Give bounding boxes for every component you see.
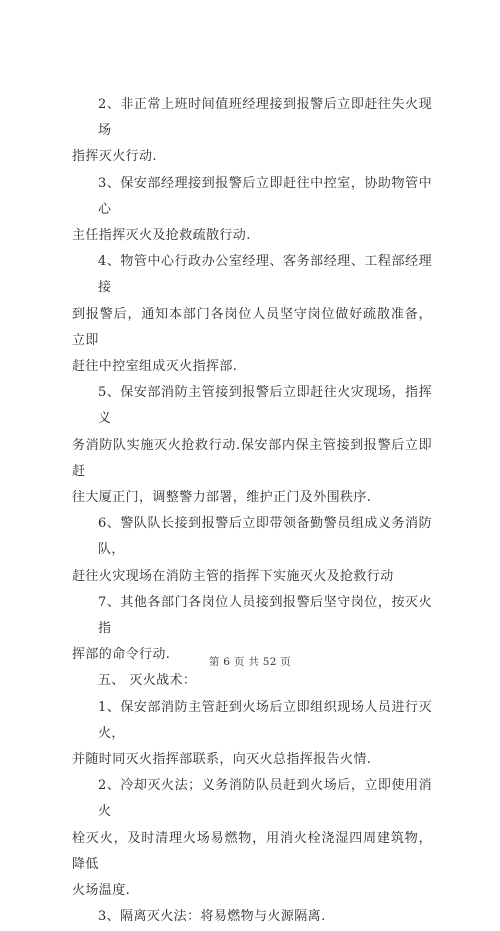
text-line: 主任指挥灭火及抢救疏散行动. <box>72 228 251 244</box>
text-line: 五、 灭火战术： <box>98 673 197 689</box>
paragraph <box>72 380 432 511</box>
page-footer: 第 6 页 共 52 页 <box>208 656 292 668</box>
text-line: 7、其他各部门各岗位人员接到报警后坚守岗位，按灭火指 <box>98 594 432 637</box>
text-line: 3、保安部经理接到报警后立即赶往中控室，协助物管中心 <box>98 175 432 217</box>
paragraph <box>72 511 432 590</box>
text-line: 火场温度. <box>72 883 131 899</box>
text-line: 2、非正常上班时间值班经理接到报警后立即赶往失火现场 <box>98 97 432 139</box>
text-line: 挥部的命令行动. <box>72 647 171 663</box>
text-line: 赶往火灾现场在消防主管的指挥下实施灭火及抢救行动 <box>72 568 394 584</box>
text-line: 3、隔离灭火法：将易燃物与火源隔离. <box>98 909 326 925</box>
text-line: 往大厦正门，调整警力部署，维护正门及外围秩序. <box>72 490 372 506</box>
paragraph <box>72 92 432 171</box>
text-line: 到报警后，通知本部门各岗位人员坚守岗位做好疏散准备，立即 <box>72 306 432 348</box>
paragraph <box>72 249 432 380</box>
text-line: 1、保安部消防主管赶到火场后立即组织现场人员进行灭火， <box>98 699 432 741</box>
paragraph <box>72 668 432 694</box>
text-line: 栓灭火，及时清理火场易燃物，用消火栓浇湿四周建筑物，降低 <box>72 830 432 872</box>
text-line: 4、物管中心行政办公室经理、客务部经理、工程部经理接 <box>98 254 432 296</box>
paragraph <box>72 695 432 774</box>
paragraph <box>72 773 432 904</box>
text-line: 并随时同灭火指挥部联系，向灭火总指挥报告火情. <box>72 752 372 768</box>
document-body <box>72 92 432 931</box>
paragraph <box>72 904 432 930</box>
text-line: 赶往中控室组成灭火指挥部. <box>72 359 238 375</box>
text-line: 2、冷却灭火法；义务消防队员赶到火场后，立即使用消火 <box>98 778 432 820</box>
text-line: 务消防队实施灭火抢救行动.保安部内保主管接到报警后立即赶 <box>72 437 432 479</box>
text-line: 指挥灭火行动. <box>72 149 157 165</box>
paragraph <box>72 171 432 250</box>
text-line: 5、保安部消防主管接到报警后立即赶往火灾现场，指挥义 <box>98 385 432 427</box>
text-line: 6、警队队长接到报警后立即带领备勤警员组成义务消防队， <box>98 516 432 558</box>
